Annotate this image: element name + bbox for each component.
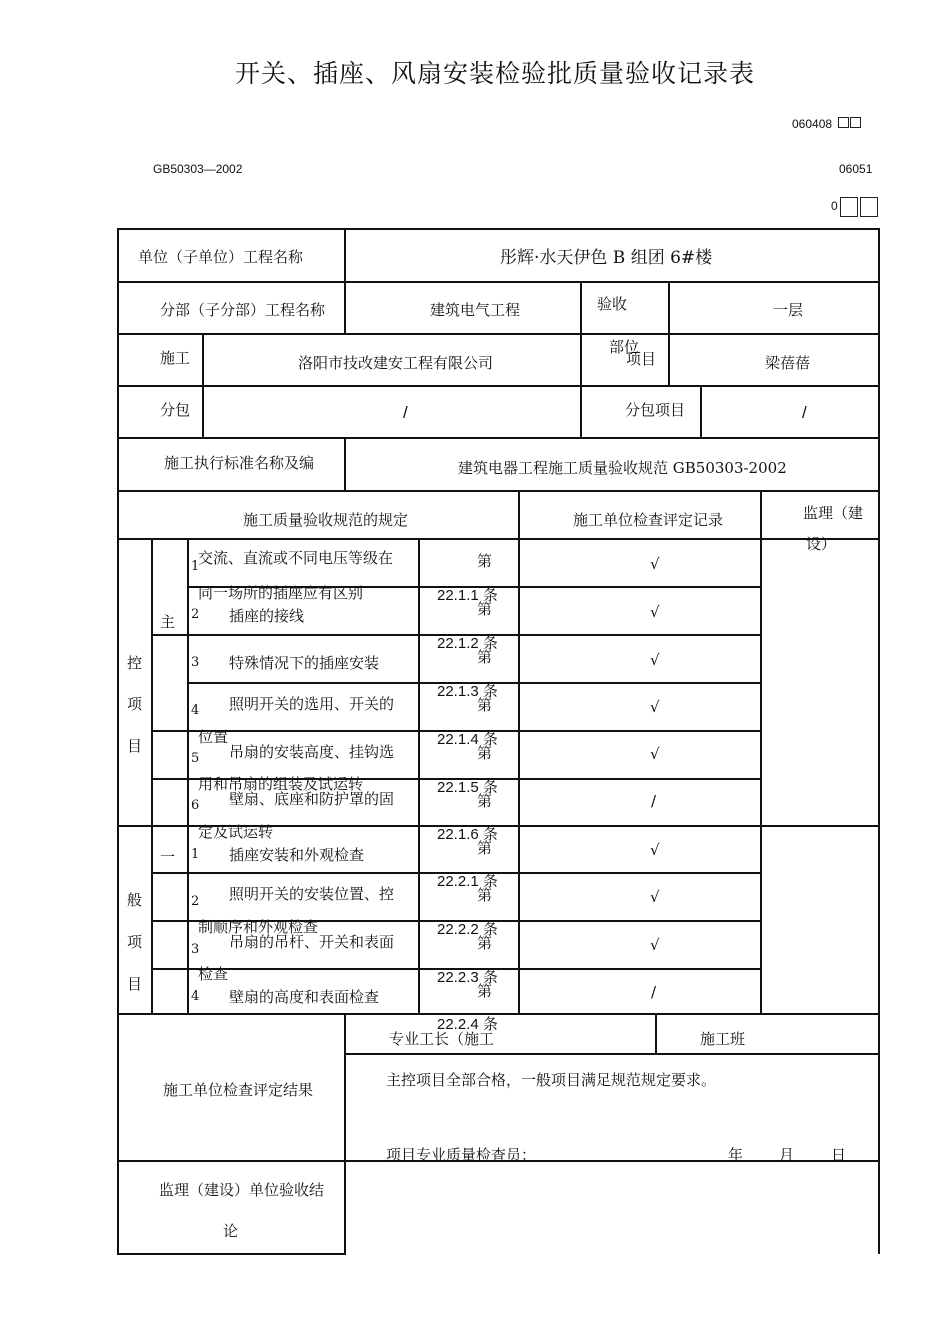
item-description-cont: 制顺序和外观检查 — [198, 918, 319, 936]
general-group-label: 目 — [127, 975, 143, 993]
check-result: √ — [650, 603, 660, 621]
check-result: √ — [650, 936, 660, 954]
clause-ref: 第 — [477, 648, 493, 666]
supervision-label: 监理（建设）单位验收结 — [159, 1181, 325, 1199]
acceptance-label: 验收 — [597, 295, 628, 313]
clause-ref: 第 — [477, 696, 493, 714]
item-description: 照明开关的安装位置、控 — [229, 885, 395, 903]
item-description: 插座的接线 — [229, 607, 305, 625]
clause-ref-number: 22.1.3 条 — [437, 683, 498, 700]
construction-label: 施工 — [160, 349, 191, 367]
spec-column-header: 施工质量验收规范的规定 — [243, 511, 409, 529]
team-label: 施工班 — [700, 1030, 746, 1048]
unit-name-label: 单位（子单位）工程名称 — [138, 248, 304, 266]
clause-ref: 第 — [477, 792, 493, 810]
item-description: 吊扇的安装高度、挂钩选 — [229, 743, 395, 761]
clause-ref-number: 22.2.3 条 — [437, 969, 498, 986]
item-number: 2 — [191, 894, 200, 909]
item-number: 4 — [191, 989, 200, 1004]
item-description: 壁扇的高度和表面检查 — [229, 988, 380, 1006]
part-label: 部位 — [609, 338, 640, 356]
item-description: 交流、直流或不同电压等级在 — [198, 549, 394, 567]
unit-name-value: 彤辉·水天伊色 B 组团 6#楼 — [500, 248, 713, 268]
clause-ref-number: 22.1.2 条 — [437, 635, 498, 652]
date-year: 年 — [728, 1146, 744, 1164]
conclusion-text: 主控项目全部合格，一般项目满足规范规定要求。 — [386, 1071, 717, 1089]
main-group-label: 控 — [127, 654, 143, 672]
item-description: 插座安装和外观检查 — [229, 846, 365, 864]
record-column-header: 施工单位检查评定记录 — [573, 511, 724, 529]
clause-ref-number: 22.1.6 条 — [437, 826, 498, 843]
clause-ref-number: 22.1.5 条 — [437, 779, 498, 796]
project-manager-label: 项目 — [626, 350, 657, 368]
subcontract-value: / — [403, 403, 408, 422]
item-number: 5 — [191, 751, 200, 766]
clause-ref: 第 — [477, 839, 493, 857]
check-result: √ — [650, 888, 660, 906]
clause-ref: 第 — [477, 886, 493, 904]
clause-ref-number: 22.2.4 条 — [437, 1016, 498, 1033]
check-result: √ — [650, 555, 660, 573]
subdivision-label: 分部（子分部）工程名称 — [160, 301, 326, 319]
form-code-text: 060408 — [792, 117, 833, 131]
clause-ref: 第 — [477, 982, 493, 1000]
item-description-cont: 同一场所的插座应有区别 — [198, 584, 364, 602]
sub-pm-value: / — [802, 403, 807, 422]
standard-value: 建筑电器工程施工质量验收规范 GB50303-2002 — [458, 459, 787, 477]
item-number: 3 — [191, 942, 200, 957]
supervision-label-cont: 论 — [223, 1222, 239, 1240]
result-label: 施工单位检查评定结果 — [163, 1081, 314, 1099]
supervision-column-header-2: 设） — [806, 535, 837, 553]
item-description-cont: 检查 — [198, 965, 229, 983]
item-number: 1 — [191, 559, 200, 574]
serial-boxes — [831, 197, 878, 217]
clause-ref-number: 22.2.1 条 — [437, 873, 498, 890]
date-day: 日 — [831, 1146, 847, 1164]
standard-code: GB50303—2002 — [153, 162, 243, 176]
item-description: 吊扇的吊杆、开关和表面 — [229, 933, 395, 951]
clause-ref: 第 — [477, 552, 493, 570]
check-result: √ — [650, 841, 660, 859]
clause-ref-number: 22.1.1 条 — [437, 587, 498, 604]
clause-ref: 第 — [477, 744, 493, 762]
standard-label: 施工执行标准名称及编 — [164, 454, 315, 472]
item-number: 2 — [191, 607, 200, 622]
foreman-label: 专业工长（施工 — [389, 1030, 495, 1048]
check-result: √ — [650, 745, 660, 763]
subdivision-value: 建筑电气工程 — [430, 301, 521, 319]
main-group-label: 目 — [127, 737, 143, 755]
item-description-cont: 位置 — [198, 728, 229, 746]
item-description-cont: 用和吊扇的组装及试运转 — [198, 775, 364, 793]
main-group-label: 项 — [127, 695, 143, 713]
inspector-label: 项目专业质量检查员： — [386, 1146, 537, 1164]
item-description-cont: 定及试运转 — [198, 823, 274, 841]
item-number: 3 — [191, 655, 200, 670]
item-number: 1 — [191, 847, 200, 862]
item-number: 4 — [191, 703, 200, 718]
clause-ref: 第 — [477, 934, 493, 952]
check-result: √ — [650, 651, 660, 669]
clause-ref: 第 — [477, 600, 493, 618]
subcontract-label: 分包 — [160, 401, 191, 419]
checkbox-icon[interactable] — [850, 117, 861, 128]
project-manager-value: 梁蓓蓓 — [765, 354, 811, 372]
item-description: 壁扇、底座和防护罩的固 — [229, 790, 395, 808]
serial-zero: 0 — [831, 199, 838, 214]
check-result: / — [651, 983, 657, 1001]
general-group-label: 般 — [127, 891, 143, 909]
checkbox-icon[interactable] — [860, 197, 878, 217]
clause-ref-number: 22.2.2 条 — [437, 921, 498, 938]
main-group-label: 主 — [160, 613, 176, 631]
checkbox-icon[interactable] — [838, 117, 849, 128]
sub-pm-label: 分包项目 — [625, 401, 686, 419]
serial-code: 06051 — [839, 162, 873, 176]
date-month: 月 — [779, 1146, 795, 1164]
general-group-label: 一 — [160, 848, 176, 866]
page-title: 开关、插座、风扇安装检验批质量验收记录表 — [234, 59, 755, 88]
clause-ref-number: 22.1.4 条 — [437, 731, 498, 748]
supervision-column-header: 监理（建 — [803, 504, 864, 522]
check-result: / — [651, 792, 657, 810]
item-number: 6 — [191, 798, 200, 813]
check-result: √ — [650, 698, 660, 716]
acceptance-part-value: 一层 — [773, 301, 804, 319]
item-description: 特殊情况下的插座安装 — [229, 654, 380, 672]
item-description: 照明开关的选用、开关的 — [229, 695, 395, 713]
checkbox-icon[interactable] — [840, 197, 858, 217]
construction-company: 洛阳市技改建安工程有限公司 — [298, 354, 494, 372]
form-code — [792, 117, 861, 131]
general-group-label: 项 — [127, 933, 143, 951]
